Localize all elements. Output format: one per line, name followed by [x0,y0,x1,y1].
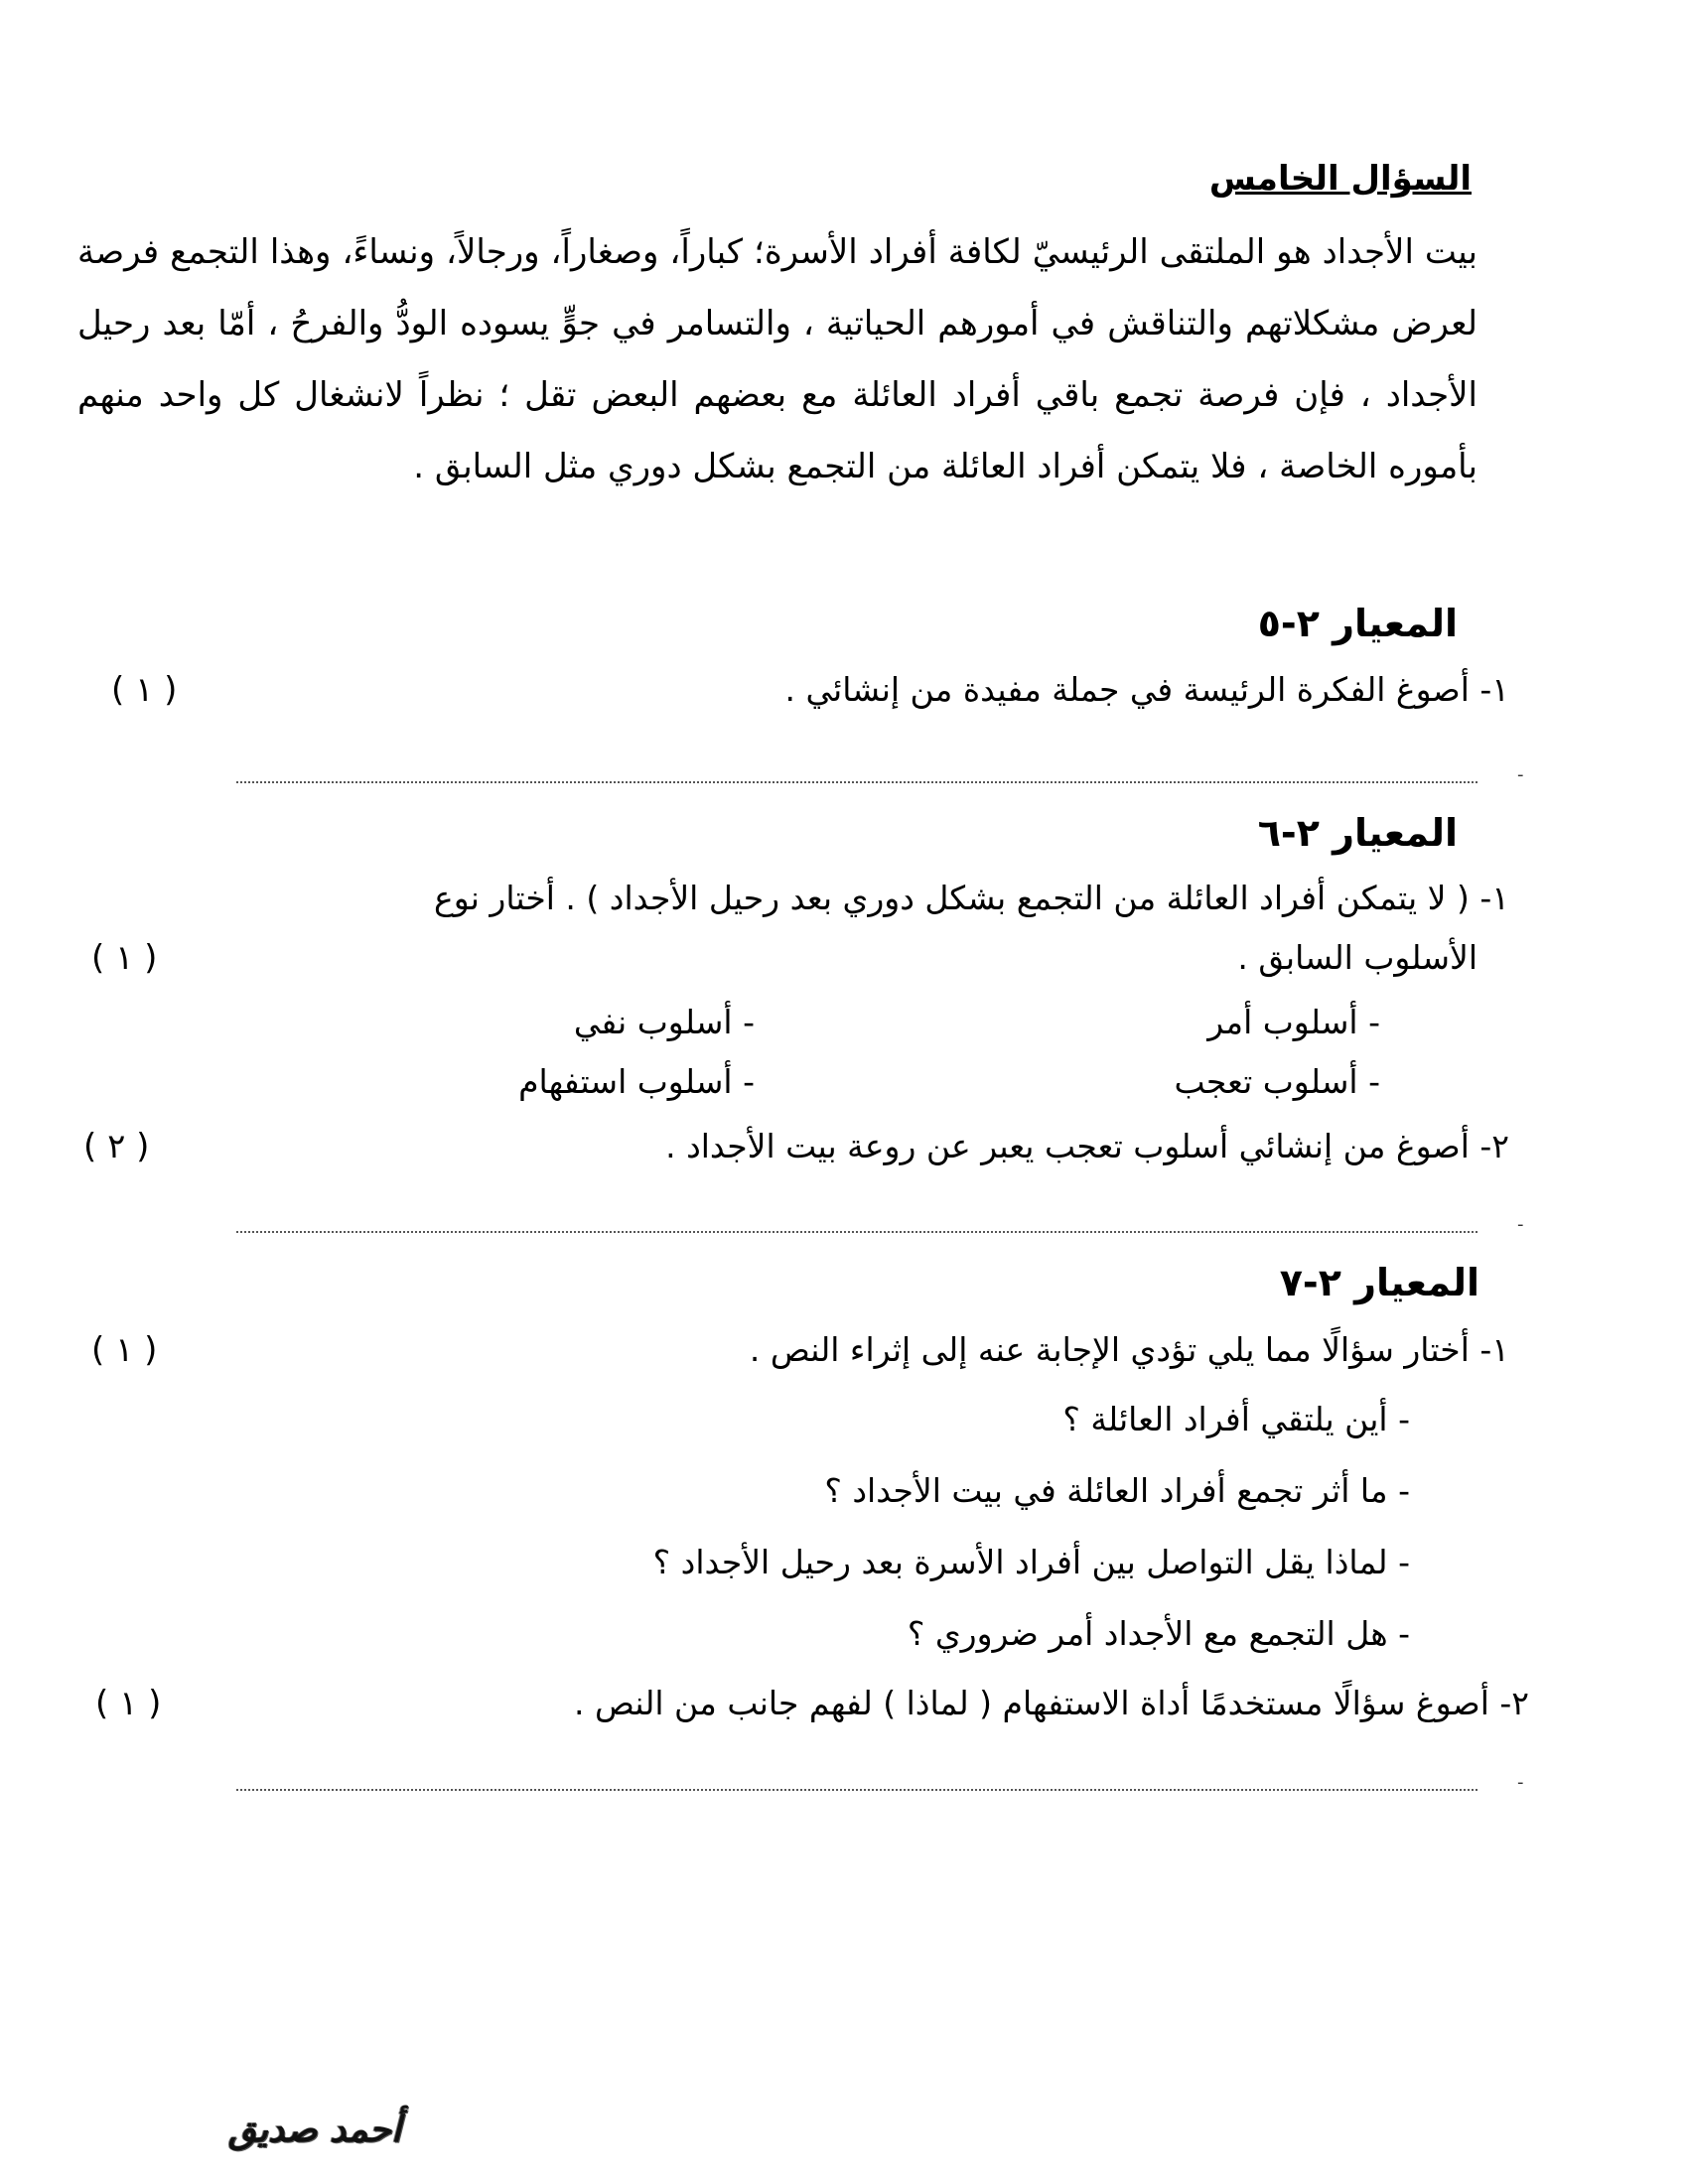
criterion-heading-5: المعيار ٢-٥ [1257,602,1458,645]
mark-7-1: ( ١ ) [91,1330,158,1370]
criterion-heading-6: المعيار ٢-٦ [1257,811,1458,855]
mark-6-2: ( ٢ ) [83,1127,150,1166]
question-7-1: ١- أختار سؤالًا مما يلي تؤدي الإجابة عنه إلى إثراء النص . [749,1330,1509,1369]
author-signature: أحمد صديق [228,2110,402,2150]
answer-line-5-1[interactable] [236,781,1477,783]
mark-7-2: ( ١ ) [95,1684,162,1723]
option-interrogative[interactable]: - أسلوب استفهام [518,1062,755,1101]
mark-6-1: ( ١ ) [91,938,158,978]
choice-1[interactable]: - أين يلتقي أفراد العائلة ؟ [1062,1400,1410,1438]
question-6-1-line2: الأسلوب السابق . [1237,938,1477,977]
option-command[interactable]: - أسلوب أمر [1207,1003,1380,1041]
answer-line-7-2[interactable] [236,1789,1477,1791]
choice-3[interactable]: - لماذا يقل التواصل بين أفراد الأسرة بعد رحيل الأجداد ؟ [652,1543,1410,1581]
option-exclamation[interactable]: - أسلوب تعجب [1174,1062,1380,1101]
answer-line-dash: - [1517,764,1524,785]
answer-line-dash: - [1517,1214,1524,1235]
criterion-heading-7: المعيار ٢-٧ [1279,1261,1479,1304]
choice-2[interactable]: - ما أثر تجمع أفراد العائلة في بيت الأجداد ؟ [824,1471,1410,1510]
question-7-2: ٢- أصوغ سؤالًا مستخدمًا أداة الاستفهام ( لماذا ) لفهم جانب من النص . [573,1684,1529,1722]
question-5-1: ١- أصوغ الفكرة الرئيسة في جملة مفيدة من إنشائي . [784,670,1509,709]
question-6-1-line1: ١- ( لا يتمكن أفراد العائلة من التجمع بشكل دوري بعد رحيل الأجداد ) . أختار نوع [434,879,1509,917]
reading-passage: بيت الأجداد هو الملتقى الرئيسيّ لكافة أفراد الأسرة؛ كباراً، وصغاراً، ورجالاً، ونساءً، وهذا التجمع فرصة لعرض مشكلاتهم والتناقش في أمورهم الحياتية ، والتسامر في جوٍّ يسوده الودُّ والفرحُ ، أمّا بعد رحيل الأجداد ، فإن فرصة تجمع باقي أفراد العائلة مع بعضهم البعض تقل ؛ نظراً لانشغال كل واحد منهم بأموره الخاصة ، فلا يتمكن أفراد العائلة من التجمع بشكل دوري مثل السابق . [77,232,1477,486]
question-6-2: ٢- أصوغ من إنشائي أسلوب تعجب يعبر عن روعة بيت الأجداد . [665,1127,1509,1165]
mark-5-1: ( ١ ) [111,670,178,710]
answer-line-dash: - [1517,1772,1524,1793]
choice-4[interactable]: - هل التجمع مع الأجداد أمر ضروري ؟ [907,1614,1410,1653]
answer-line-6-2[interactable] [236,1231,1477,1233]
question-title: السؤال الخامس [1208,159,1472,199]
option-negation[interactable]: - أسلوب نفي [573,1003,755,1041]
